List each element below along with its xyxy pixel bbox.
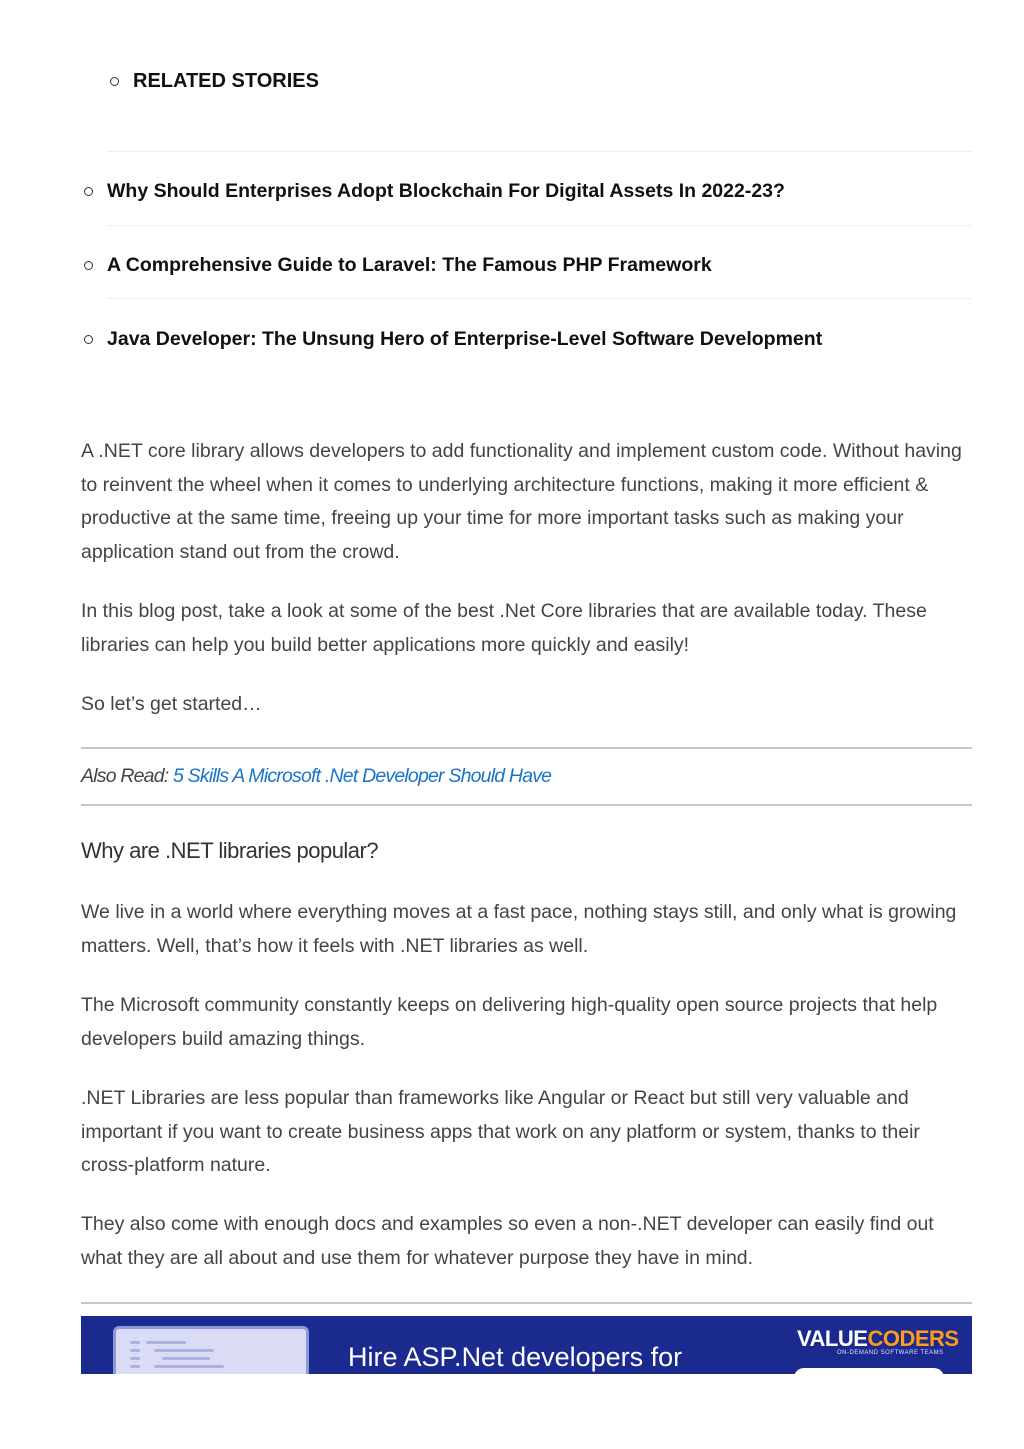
laptop-illustration-icon <box>113 1326 309 1374</box>
hire-developers-banner[interactable] <box>81 1316 972 1374</box>
body-paragraph: The Microsoft community constantly keeps on delivering high-quality open source projects that help developers build amazing things. <box>81 994 938 1050</box>
valuecoders-logo <box>797 1326 959 1352</box>
divider <box>107 298 972 299</box>
divider <box>81 1302 972 1304</box>
logo-tagline: ON-DEMAND SOFTWARE TEAMS <box>837 1350 944 1356</box>
banner-cta-button[interactable] <box>794 1368 944 1374</box>
also-read-link[interactable]: 5 Skills A Microsoft .Net Developer Should Have <box>173 765 552 787</box>
logo-white: VALUE <box>797 1326 868 1351</box>
also-read-callout <box>81 765 551 788</box>
intro-paragraph: A .NET core library allows developers to add functionality and implement custom code. Without having to reinvent the wheel when it comes to underlying architecture functions, making it more efficient & productive at the same time, freeing up your time for more important tasks such as making your application stand out from the crowd. <box>81 440 962 563</box>
related-stories-label: RELATED STORIES <box>133 70 319 92</box>
body-paragraph: We live in a world where everything moves at a fast pace, nothing stays still, and only what is growing matters. Well, that’s how it feels with .NET libraries as well. <box>81 901 957 957</box>
divider <box>107 225 972 226</box>
divider <box>81 747 972 749</box>
banner-text: Hire ASP.Net developers for <box>348 1342 683 1372</box>
related-story-link[interactable]: Java Developer: The Unsung Hero of Enterprise-Level Software Development <box>107 328 823 350</box>
body-paragraph: They also come with enough docs and examples so even a non-.NET developer can easily find out what they are all about and use them for whatever purpose they have in mind. <box>81 1213 934 1269</box>
body-paragraph: .NET Libraries are less popular than frameworks like Angular or React but still very valuable and important if you want to create business apps that work on any platform or system, thanks to their cross-platform nature. <box>81 1087 920 1176</box>
intro-paragraph: In this blog post, take a look at some of the best .Net Core libraries that are available today. These libraries can help you build better applications more quickly and easily! <box>81 600 927 656</box>
circle-bullet-icon <box>110 77 119 86</box>
related-story-item[interactable] <box>84 328 822 351</box>
divider <box>107 151 972 152</box>
circle-bullet-icon <box>84 335 93 344</box>
circle-bullet-icon <box>84 187 93 196</box>
intro-paragraph: So let’s get started… <box>81 693 262 715</box>
related-story-link[interactable]: Why Should Enterprises Adopt Blockchain For Digital Assets In 2022-23? <box>107 180 785 202</box>
circle-bullet-icon <box>84 261 93 270</box>
also-read-label: Also Read: <box>81 765 169 787</box>
divider <box>81 804 972 806</box>
related-story-item[interactable] <box>84 180 785 203</box>
related-story-item[interactable] <box>84 254 712 277</box>
related-story-link[interactable]: A Comprehensive Guide to Laravel: The Famous PHP Framework <box>107 254 712 276</box>
related-stories-heading <box>110 70 319 93</box>
logo-accent: CODERS <box>867 1326 959 1351</box>
section-heading: Why are .NET libraries popular? <box>81 838 379 863</box>
